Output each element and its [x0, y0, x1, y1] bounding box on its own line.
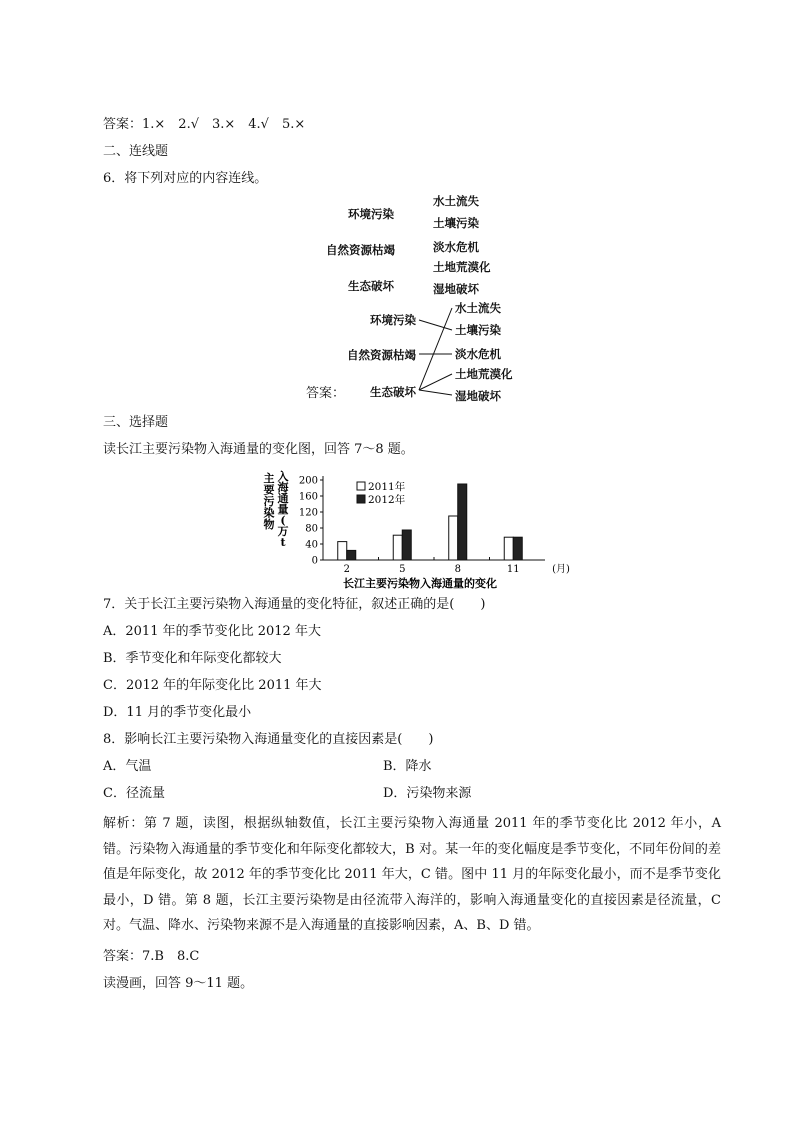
y-axis-label-char: 海 — [277, 481, 289, 494]
legend-swatch-2011 — [357, 482, 365, 490]
x-axis-unit: (月) — [552, 564, 570, 575]
question-8-option-c: C．径流量 — [103, 786, 165, 801]
y-tick-label: 40 — [305, 539, 318, 551]
x-tick-label: 8 — [454, 564, 461, 575]
chart-intro: 读长江主要污染物入海通量的变化图，回答 7～8 题。 — [103, 442, 414, 457]
question-8-stem: 8．影响长江主要污染物入海通量变化的直接因素是( ) — [103, 732, 434, 747]
answer-line-1: 答案：1.× 2.√ 3.× 4.√ 5.× — [103, 117, 306, 132]
y-axis-label-char: 物 — [263, 518, 275, 531]
question-8-option-b: B．降水 — [383, 759, 432, 774]
y-axis-label-char: 万 — [277, 525, 289, 538]
y-axis-label-char: 量 — [277, 503, 289, 516]
legend-swatch-2012 — [357, 495, 365, 503]
bar-2011 — [338, 542, 347, 560]
answer-right-4: 土地荒漠化 — [455, 367, 513, 381]
match-right-4: 土地荒漠化 — [433, 260, 491, 274]
x-tick-label: 2 — [343, 564, 350, 575]
y-axis-label-char: 入 — [277, 470, 289, 483]
answer-right-3: 淡水危机 — [455, 347, 501, 361]
match-right-5: 湿地破坏 — [433, 282, 479, 296]
match-left-3: 生态破坏 — [348, 279, 394, 293]
question-7-stem: 7．关于长江主要污染物入海通量的变化特征，叙述正确的是( ) — [103, 597, 486, 612]
answer-left-2: 自然资源枯竭 — [347, 348, 416, 362]
answer-right-5: 湿地破坏 — [455, 389, 501, 403]
section-heading-choice: 三、选择题 — [103, 415, 169, 430]
y-axis-label-char: 污 — [263, 495, 275, 508]
y-axis-label-char: 染 — [263, 506, 275, 520]
bar-2011 — [504, 537, 513, 560]
x-tick-label: 11 — [506, 564, 520, 575]
y-axis-label-char: t — [280, 536, 286, 549]
answer-right-2: 土壤污染 — [455, 323, 501, 337]
bar-2012 — [513, 537, 522, 560]
legend-label-2011: 2011年 — [368, 481, 406, 493]
y-tick-label: 200 — [298, 475, 318, 487]
bar-2012 — [402, 530, 411, 560]
bar-2012 — [458, 484, 467, 560]
answer-left-3: 生态破坏 — [370, 385, 416, 399]
bar-2011 — [393, 535, 402, 560]
match-left-2: 自然资源枯竭 — [326, 243, 395, 257]
answer-left-1: 环境污染 — [370, 313, 416, 327]
legend-label-2012: 2012年 — [368, 494, 406, 506]
analysis-paragraph: 解析：第 7 题，读图，根据纵轴数值，长江主要污染物入海通量 2011 年的季节变化比 2012 年小，A 错。污染物入海通量的季节变化和年际变化都较大，B 对。某一年的变化幅度是季节变化，不同年份间的差值是年际变化，故 2012 年的季节变化比 2011 年大，C 错。图中 11 月的年际变化最小，而不是季节变化最小，D 错。第 8 题，长江主要污染物是由径流带入海洋的，影响入海通量变化的直接因素是径流量，C 对。气温、降水、污染物来源不是入海通量的直接影响因素，A、B、D 错。 — [103, 816, 721, 933]
answer-line-2: 答案：7.B 8.C — [103, 949, 200, 964]
question-7-option-c: C．2012 年的年际变化比 2011 年大 — [103, 678, 322, 693]
match-right-3: 淡水危机 — [433, 240, 479, 254]
section-heading-matching: 二、连线题 — [103, 144, 169, 159]
y-axis-label-char: 主 — [263, 472, 275, 485]
match-answer-label: 答案： — [306, 386, 346, 401]
comic-intro: 读漫画，回答 9～11 题。 — [103, 976, 254, 991]
question-8-option-d: D．污染物来源 — [383, 786, 472, 801]
y-axis-label-char: ( — [280, 514, 286, 527]
y-axis-label-char: 要 — [263, 483, 275, 497]
question-7-option-b: B．季节变化和年际变化都较大 — [103, 651, 282, 666]
pollution-flux-bar-chart — [255, 468, 570, 590]
link-eco-erosion — [419, 308, 452, 390]
question-7-option-d: D．11 月的季节变化最小 — [103, 705, 252, 720]
match-left-1: 环境污染 — [348, 207, 394, 221]
question-7-option-a: A．2011 年的季节变化比 2012 年大 — [103, 624, 321, 639]
y-tick-label: 0 — [311, 555, 318, 567]
question-8-option-a: A．气温 — [103, 759, 152, 774]
y-tick-label: 80 — [305, 523, 318, 535]
y-axis-label-char: 通 — [277, 492, 289, 505]
bar-2011 — [449, 516, 458, 560]
link-eco-wetland — [419, 390, 452, 395]
y-tick-label: 160 — [298, 491, 318, 503]
x-tick-label: 5 — [399, 564, 406, 575]
match-right-1: 水土流失 — [433, 194, 479, 208]
question-6: 6．将下列对应的内容连线。 — [103, 171, 268, 186]
match-right-2: 土壤污染 — [433, 216, 479, 230]
answer-right-1: 水土流失 — [455, 301, 501, 315]
y-tick-label: 120 — [298, 507, 318, 519]
bar-2012 — [347, 550, 356, 560]
chart-title: 长江主要污染物入海通量的变化 — [343, 577, 497, 590]
